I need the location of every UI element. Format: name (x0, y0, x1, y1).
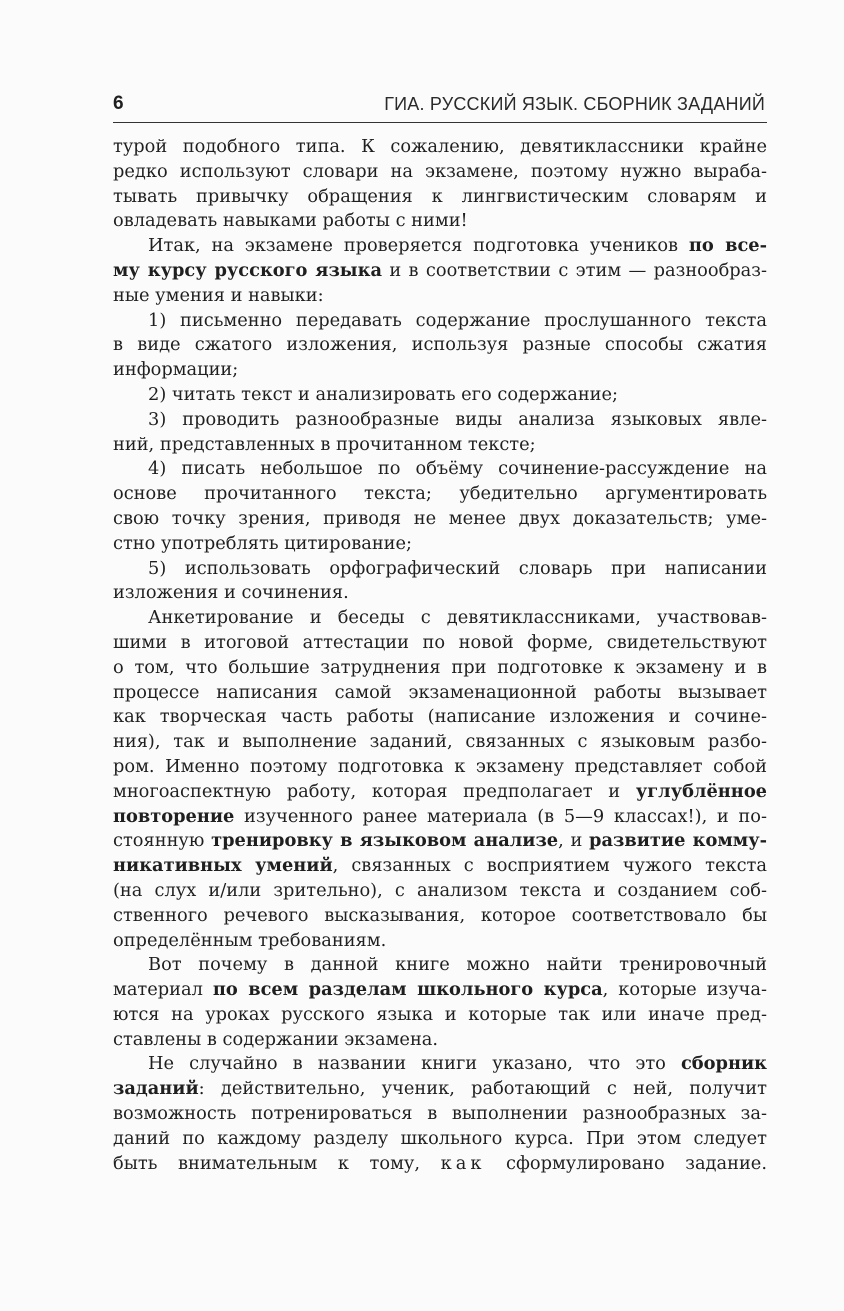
text-line: информации; (113, 359, 239, 381)
text-line: определённым требованиям. (113, 929, 387, 951)
emphasis: заданий (113, 1078, 199, 1100)
text-line: ные умения и навыки: (113, 284, 324, 306)
emphasis: сборник (680, 1053, 767, 1075)
text-line: заданий: действительно, ученик, работающий с ней, получит (113, 1078, 767, 1100)
emphasis: по всем разделам школьного курса (212, 979, 603, 1001)
text-line: ния), так и выполнение заданий, связанных с языковым разбо- (113, 731, 767, 753)
paragraph (113, 1052, 767, 1176)
text-line: му курсу русского языка и в соответствии с этим — разнообраз- (113, 259, 767, 281)
text-line: редко используют словари на экзамене, поэтому нужно выраба- (113, 160, 767, 182)
text-line: повторение изученного ранее материала (в 5—9 классах!), и по- (113, 805, 767, 827)
running-title: ГИА. РУССКИЙ ЯЗЫК. СБОРНИК ЗАДАНИЙ (384, 94, 765, 114)
text-line: ставлены в содержании экзамена. (113, 1028, 439, 1050)
list-item (113, 408, 767, 458)
text-line: Вот почему в данной книге можно найти тренировочный (148, 954, 767, 976)
text-line: ются на уроках русского языка и которые так или иначе пред- (113, 1003, 767, 1025)
emphasis: развитие комму- (589, 830, 768, 852)
text-line: Не случайно в названии книги указано, что это сборник (148, 1053, 767, 1075)
emphasis: по все- (688, 235, 767, 257)
running-header (113, 92, 767, 123)
text-line: основе прочитанного текста; убедительно аргументировать (113, 483, 767, 505)
text-line: ний, представленных в прочитанном тексте; (113, 433, 536, 455)
text-line: возможность потренироваться в выполнении разнообразных за- (113, 1103, 767, 1125)
text-line: материал по всем разделам школьного курса, которые изуча- (113, 979, 767, 1001)
text-line: 2) читать текст и анализировать его содержание; (148, 383, 619, 405)
text-line: 3) проводить разнообразные виды анализа языковых явле- (148, 408, 767, 430)
skills-list (113, 309, 767, 607)
text-line: изложения и сочинения. (113, 582, 349, 604)
text-line: 1) письменно передавать содержание прослушанного текста (148, 309, 767, 331)
text-line: овладевать навыками работы с ними! (113, 210, 468, 232)
text-line: никативных умений, связанных с восприятием чужого текста (113, 855, 767, 877)
text-line: быть внимательным к тому, как сформулировано задание. (113, 1152, 767, 1174)
paragraph (113, 234, 767, 308)
page-body (113, 135, 767, 1176)
text-line: многоаспектную работу, которая предполагает и углублённое (113, 780, 767, 802)
text-line: Анкетирование и беседы с девятиклассниками, участвовав- (148, 607, 767, 629)
text-line: в виде сжатого изложения, используя разные способы сжатия (113, 334, 767, 356)
text-line: (на слух и/или зрительно), с анализом текста и созданием соб- (113, 879, 767, 901)
text-line: тывать привычку обращения к лингвистическим словарям и (113, 185, 767, 207)
text-line: свою точку зрения, приводя не менее двух доказательств; уме- (113, 507, 767, 529)
text-line: стоянную тренировку в языковом анализе, и развитие комму- (113, 830, 768, 852)
paragraph (113, 135, 767, 234)
spaced-emphasis: как (440, 1152, 486, 1174)
text-line: как творческая часть работы (написание изложения и сочине- (113, 706, 767, 728)
emphasis: никативных умений (113, 855, 333, 877)
emphasis: углублённое (635, 780, 767, 802)
paragraph (113, 953, 767, 1052)
text-line: даний по каждому разделу школьного курса. При этом следует (113, 1127, 767, 1149)
list-item (113, 457, 767, 556)
page-number: 6 (113, 93, 124, 114)
emphasis: му курсу русского языка (113, 259, 382, 281)
paragraph (113, 606, 767, 953)
text-line: стно употреблять цитирование; (113, 532, 413, 554)
text-line: ром. Именно поэтому подготовка к экзамену представляет собой (113, 755, 767, 777)
emphasis: тренировку в языковом анализе (211, 830, 559, 852)
emphasis: повторение (113, 805, 235, 827)
text-line: о том, что большие затруднения при подготовке к экзамену и в (113, 656, 767, 678)
list-item (113, 383, 767, 408)
text-line: шими в итоговой аттестации по новой форме, свидетельствуют (113, 631, 767, 653)
text-line: ственного речевого высказывания, которое соответствовало бы (113, 904, 767, 926)
text-line: 4) писать небольшое по объёму сочинение-рассуждение на (148, 458, 767, 480)
text-line: 5) использовать орфографический словарь при написании (148, 557, 767, 579)
text-line: турой подобного типа. К сожалению, девятиклассники крайне (113, 136, 767, 157)
list-item (113, 309, 767, 383)
list-item (113, 557, 767, 607)
text-line: процессе написания самой экзаменационной работы вызывает (113, 681, 767, 703)
text-line: Итак, на экзамене проверяется подготовка учеников по все- (148, 235, 767, 257)
